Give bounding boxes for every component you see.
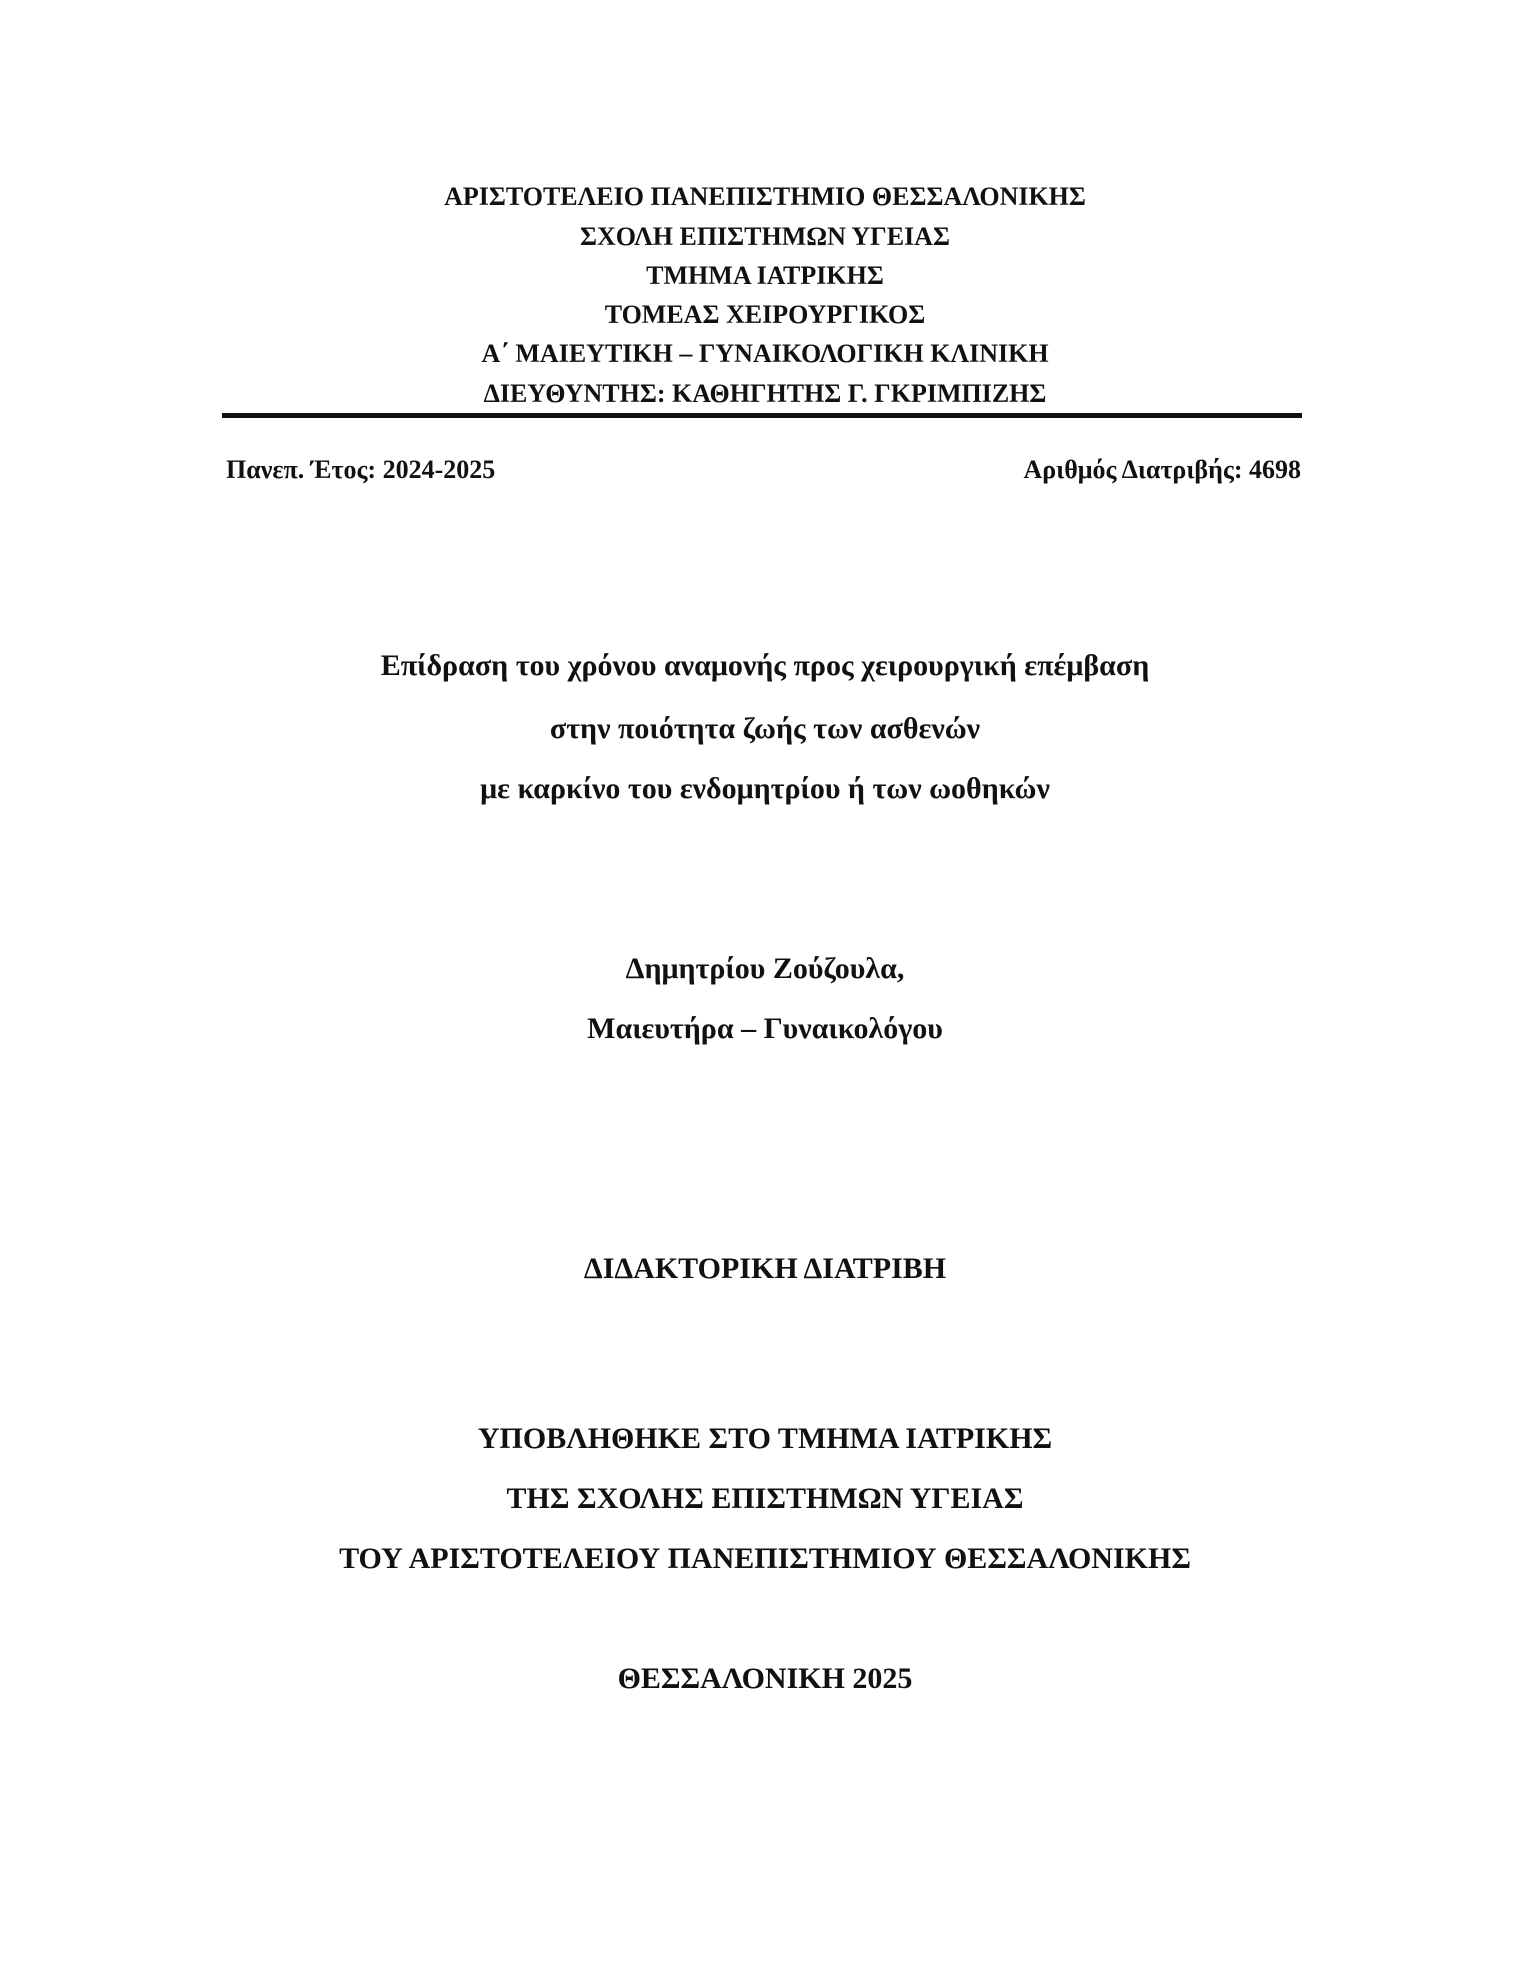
- clinic-name: Α΄ ΜΑΙΕΥΤΙΚΗ – ΓΥΝΑΙΚΟΛΟΓΙΚΗ ΚΛΙΝΙΚΗ: [481, 339, 1049, 368]
- sector-name: ΤΟΜΕΑΣ ΧΕΙΡΟΥΡΓΙΚΟΣ: [604, 300, 926, 329]
- title-line-1: Επίδραση του χρόνου αναμονής προς χειρουργική επέμβαση: [380, 649, 1150, 682]
- university-name: ΑΡΙΣΤΟΤΕΛΕΙΟ ΠΑΝΕΠΙΣΤΗΜΙΟ ΘΕΣΣΑΛΟΝΙΚΗΣ: [444, 182, 1086, 211]
- document-type: ΔΙΔΑΚΤΟΡΙΚΗ ΔΙΑΤΡΙΒΗ: [583, 1252, 947, 1285]
- submission-line-1: ΥΠΟΒΛΗΘΗΚΕ ΣΤΟ ΤΜΗΜΑ ΙΑΤΡΙΚΗΣ: [477, 1422, 1053, 1455]
- header-divider: [222, 413, 1302, 418]
- place-year: ΘΕΣΣΑΛΟΝΙΚΗ 2025: [617, 1662, 913, 1695]
- academic-year: Πανεπ. Έτος: 2024-2025: [226, 455, 496, 484]
- title-line-3: με καρκίνο του ενδομητρίου ή των ωοθηκών: [480, 772, 1050, 805]
- director-line: ΔΙΕΥΘΥΝΤΗΣ: ΚΑΘΗΓΗΤΗΣ Γ. ΓΚΡΙΜΠΙΖΗΣ: [483, 379, 1047, 408]
- department-name: ΤΜΗΜΑ ΙΑΤΡΙΚΗΣ: [646, 261, 884, 290]
- author-name: Δημητρίου Ζούζουλα,: [625, 952, 905, 985]
- author-role: Μαιευτήρα – Γυναικολόγου: [587, 1012, 943, 1045]
- submission-line-3: ΤΟΥ ΑΡΙΣΤΟΤΕΛΕΙΟΥ ΠΑΝΕΠΙΣΤΗΜΙΟΥ ΘΕΣΣΑΛΟΝΙΚΗΣ: [339, 1542, 1191, 1575]
- school-name: ΣΧΟΛΗ ΕΠΙΣΤΗΜΩΝ ΥΓΕΙΑΣ: [580, 222, 950, 251]
- title-line-2: στην ποιότητα ζωής των ασθενών: [549, 712, 981, 745]
- dissertation-number: Αριθμός Διατριβής: 4698: [1023, 455, 1301, 484]
- submission-line-2: ΤΗΣ ΣΧΟΛΗΣ ΕΠΙΣΤΗΜΩΝ ΥΓΕΙΑΣ: [506, 1482, 1024, 1515]
